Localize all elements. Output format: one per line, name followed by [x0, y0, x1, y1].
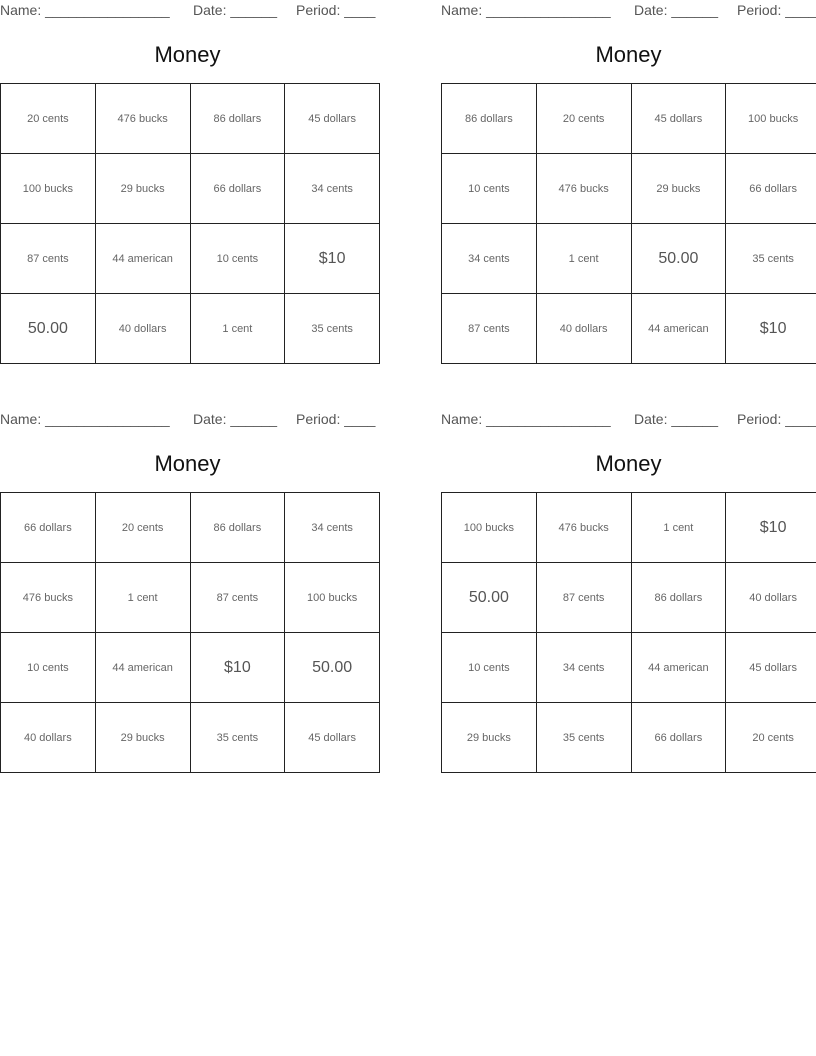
grid-row	[442, 154, 816, 224]
grid-cell: 100 bucks	[1, 154, 96, 224]
grid-cell: 44 american	[631, 633, 726, 703]
grid-cell: 87 cents	[1, 224, 96, 294]
bingo-grid	[0, 492, 380, 773]
grid-cell: 45 dollars	[631, 84, 726, 154]
grid-cell: 66 dollars	[1, 493, 96, 563]
student-info-line	[441, 2, 816, 20]
grid-cell: 86 dollars	[190, 493, 285, 563]
bingo-card-1	[0, 0, 375, 370]
grid-cell: 29 bucks	[95, 154, 190, 224]
grid-cell: 35 cents	[536, 703, 631, 773]
grid-cell: 86 dollars	[442, 84, 537, 154]
student-info-line	[0, 411, 375, 429]
grid-row	[1, 224, 380, 294]
grid-cell: 476 bucks	[95, 84, 190, 154]
card-title: Money	[595, 451, 662, 476]
grid-cell: 20 cents	[536, 84, 631, 154]
grid-row	[442, 493, 816, 563]
grid-cell: 20 cents	[95, 493, 190, 563]
bingo-card-2	[441, 0, 816, 370]
grid-cell: 45 dollars	[726, 633, 816, 703]
grid-cell: 44 american	[95, 633, 190, 703]
grid-cell: 20 cents	[1, 84, 96, 154]
grid-cell: 40 dollars	[1, 703, 96, 773]
grid-cell: 45 dollars	[285, 703, 380, 773]
student-info-line	[441, 411, 816, 429]
grid-cell: $10	[726, 493, 816, 563]
grid-cell: 87 cents	[190, 563, 285, 633]
grid-cell: 29 bucks	[631, 154, 726, 224]
grid-cell: 44 american	[95, 224, 190, 294]
grid-cell: 1 cent	[190, 294, 285, 364]
grid-cell: 100 bucks	[285, 563, 380, 633]
grid-row	[1, 563, 380, 633]
grid-cell: 100 bucks	[442, 493, 537, 563]
grid-cell: $10	[285, 224, 380, 294]
name-field-label: Name: ________________	[441, 411, 611, 427]
period-field-label: Period: ____	[296, 2, 376, 18]
grid-cell: 35 cents	[190, 703, 285, 773]
grid-cell: 50.00	[442, 563, 537, 633]
grid-cell: 10 cents	[190, 224, 285, 294]
period-field-label: Period: ____	[737, 2, 816, 18]
grid-cell: 86 dollars	[631, 563, 726, 633]
grid-cell: 29 bucks	[95, 703, 190, 773]
name-field-label: Name: ________________	[441, 2, 611, 18]
grid-cell: 1 cent	[536, 224, 631, 294]
grid-cell: 34 cents	[536, 633, 631, 703]
grid-cell: 66 dollars	[631, 703, 726, 773]
card-title: Money	[154, 42, 221, 67]
bingo-card-4	[441, 409, 816, 779]
grid-row	[442, 84, 816, 154]
grid-cell: 40 dollars	[95, 294, 190, 364]
grid-cell: 35 cents	[726, 224, 816, 294]
grid-row	[1, 703, 380, 773]
grid-cell: 20 cents	[726, 703, 816, 773]
grid-row	[442, 294, 816, 364]
grid-cell: 87 cents	[442, 294, 537, 364]
grid-cell: 45 dollars	[285, 84, 380, 154]
grid-row	[1, 294, 380, 364]
grid-cell: $10	[190, 633, 285, 703]
period-field-label: Period: ____	[737, 411, 816, 427]
card-title: Money	[595, 42, 662, 67]
student-info-line	[0, 2, 375, 20]
grid-cell: 44 american	[631, 294, 726, 364]
grid-cell: 40 dollars	[536, 294, 631, 364]
bingo-grid	[441, 492, 816, 773]
name-field-label: Name: ________________	[0, 2, 170, 18]
grid-cell: 86 dollars	[190, 84, 285, 154]
grid-cell: 476 bucks	[1, 563, 96, 633]
grid-cell: 34 cents	[285, 154, 380, 224]
grid-cell: 50.00	[631, 224, 726, 294]
date-field-label: Date: ______	[634, 411, 719, 427]
grid-cell: 476 bucks	[536, 493, 631, 563]
date-field-label: Date: ______	[193, 411, 278, 427]
grid-cell: 34 cents	[285, 493, 380, 563]
grid-cell: 66 dollars	[190, 154, 285, 224]
grid-cell: 476 bucks	[536, 154, 631, 224]
grid-cell: 50.00	[1, 294, 96, 364]
grid-row	[442, 703, 816, 773]
grid-row	[1, 493, 380, 563]
bingo-card-3	[0, 409, 375, 779]
bingo-grid	[441, 83, 816, 364]
grid-cell: 1 cent	[631, 493, 726, 563]
grid-cell: 1 cent	[95, 563, 190, 633]
date-field-label: Date: ______	[193, 2, 278, 18]
grid-cell: 10 cents	[1, 633, 96, 703]
grid-cell: 50.00	[285, 633, 380, 703]
grid-row	[442, 224, 816, 294]
grid-cell: 10 cents	[442, 154, 537, 224]
grid-cell: 35 cents	[285, 294, 380, 364]
name-field-label: Name: ________________	[0, 411, 170, 427]
grid-cell: 66 dollars	[726, 154, 816, 224]
grid-cell: 87 cents	[536, 563, 631, 633]
grid-row	[1, 154, 380, 224]
grid-cell: 100 bucks	[726, 84, 816, 154]
card-title: Money	[154, 451, 221, 476]
grid-cell: 34 cents	[442, 224, 537, 294]
grid-row	[1, 633, 380, 703]
grid-cell: 29 bucks	[442, 703, 537, 773]
grid-row	[442, 563, 816, 633]
bingo-grid	[0, 83, 380, 364]
date-field-label: Date: ______	[634, 2, 719, 18]
grid-cell: 40 dollars	[726, 563, 816, 633]
grid-row	[442, 633, 816, 703]
grid-row	[1, 84, 380, 154]
grid-cell: $10	[726, 294, 816, 364]
period-field-label: Period: ____	[296, 411, 376, 427]
grid-cell: 10 cents	[442, 633, 537, 703]
